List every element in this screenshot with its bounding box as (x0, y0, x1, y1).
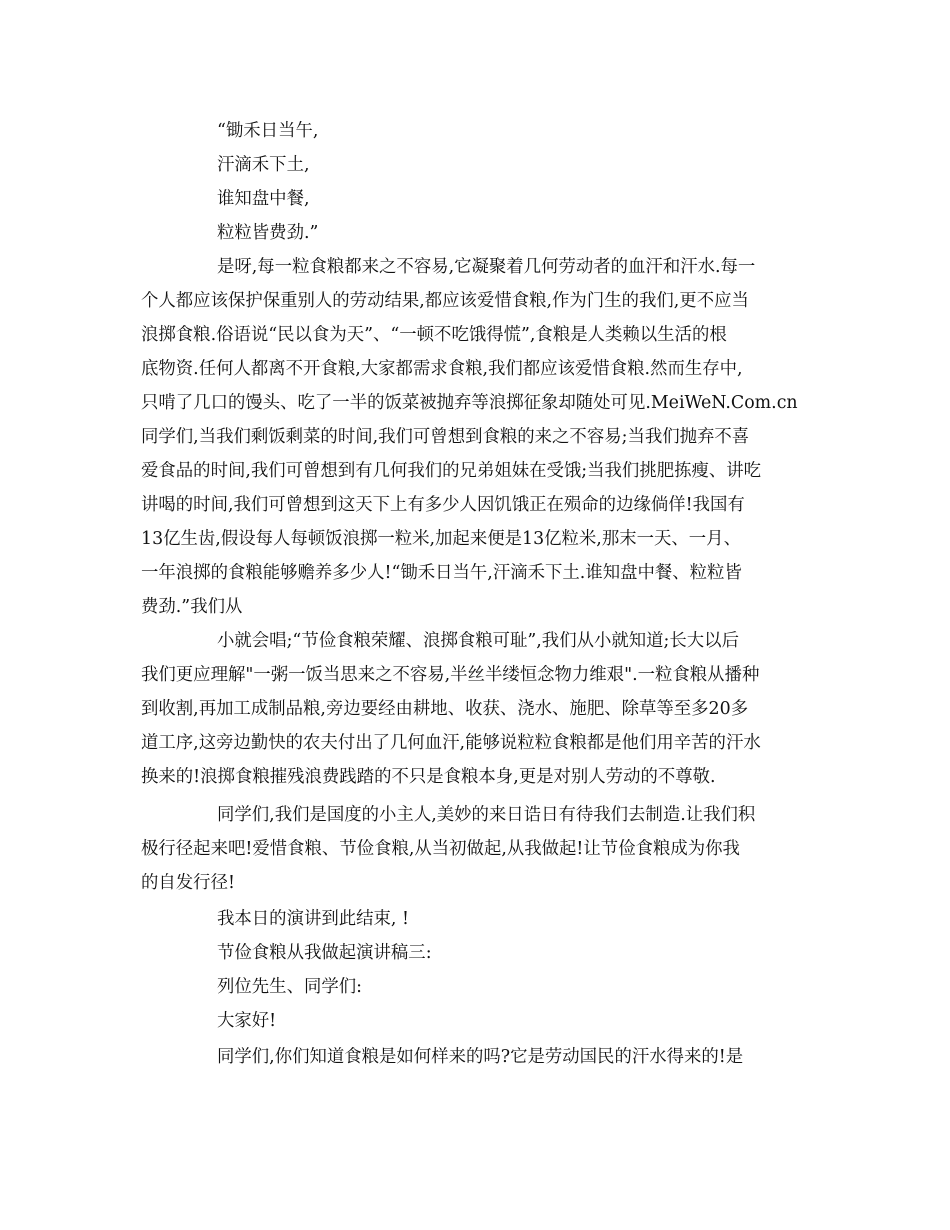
poem-line-1: “锄禾日当午, (217, 121, 319, 141)
paragraph-1-line-4: 底物资.任何人都离不开食粮,大家都需求食粮,我们都应该爱惜食粮.然而生存中, (141, 359, 743, 379)
paragraph-2-line-1: 小就会唱;“节俭食粮荣耀、浪掷食粮可耻”,我们从小就知道;长大以后 (217, 631, 739, 651)
paragraph-3-line-2: 极行径起来吧!爱惜食粮、节俭食粮,从当初做起,从我做起!让节俭食粮成为你我 (141, 839, 740, 859)
paragraph-1-line-5: 只啃了几口的馒头、吃了一半的饭菜被抛弃等浪掷征象却随处可见.MeiWeN.Com.cn (141, 393, 798, 413)
closing-line: 我本日的演讲到此结束, ! (217, 909, 409, 929)
paragraph-1-line-8: 讲喝的时间,我们可曾想到这天下上有多少人因饥饿正在殒命的边缘倘佯!我国有 (141, 495, 745, 515)
paragraph-1-line-6: 同学们,当我们剩饭剩菜的时间,我们可曾想到食粮的来之不容易;当我们抛弃不喜 (141, 427, 750, 447)
greeting: 大家好! (217, 1011, 277, 1031)
paragraph-1-line-11: 费劲.”我们从 (141, 597, 243, 617)
paragraph-2-line-2: 我们更应理解"一粥一饭当思来之不容易,半丝半缕恒念物力维艰".一粒食粮从播种 (141, 665, 760, 685)
poem-line-2: 汗滴禾下土, (217, 155, 310, 175)
paragraph-2-line-4: 道工序,这旁边勤快的农夫付出了几何血汗,能够说粒粒食粮都是他们用辛苦的汗水 (141, 733, 761, 753)
poem-line-3: 谁知盘中餐, (217, 189, 310, 209)
paragraph-1-line-10: 一年浪掷的食粮能够赡养多少人!“锄禾日当午,汗滴禾下土.谁知盘中餐、粒粒皆 (141, 563, 742, 583)
poem-line-4: 粒粒皆费劲.” (217, 223, 319, 243)
paragraph-1-line-1: 是呀,每一粒食粮都来之不容易,它凝聚着几何劳动者的血汗和汗水.每一 (217, 257, 756, 277)
paragraph-4-line-1: 同学们,你们知道食粮是如何样来的吗?它是劳动国民的汗水得来的!是 (217, 1047, 744, 1067)
paragraph-1-line-3: 浪掷食粮.俗语说“民以食为天”、“一顿不吃饿得慌”,食粮是人类赖以生活的根 (141, 325, 727, 345)
paragraph-1-line-2: 个人都应该保护保重别人的劳动结果,都应该爱惜食粮,作为门生的我们,更不应当 (141, 291, 749, 311)
paragraph-3-line-3: 的自发行径! (141, 873, 235, 893)
paragraph-1-line-7: 爱食品的时间,我们可曾想到有几何我们的兄弟姐妹在受饿;当我们挑肥拣瘦、讲吃 (141, 461, 762, 481)
paragraph-1-line-9: 13亿生齿,假设每人每顿饭浪掷一粒米,加起来便是13亿粒米,那末一天、一月、 (141, 529, 741, 549)
salutation: 列位先生、同学们: (217, 977, 362, 997)
paragraph-2-line-3: 到收割,再加工成制品粮,旁边要经由耕地、收获、浇水、施肥、除草等至多20多 (141, 699, 749, 719)
paragraph-3-line-1: 同学们,我们是国度的小主人,美妙的来日诰日有待我们去制造.让我们积 (217, 805, 756, 825)
section-title: 节俭食粮从我做起演讲稿三: (217, 943, 432, 963)
paragraph-2-line-5: 换来的!浪掷食粮摧残浪费践踏的不只是食粮本身,更是对别人劳动的不尊敬. (141, 767, 716, 787)
